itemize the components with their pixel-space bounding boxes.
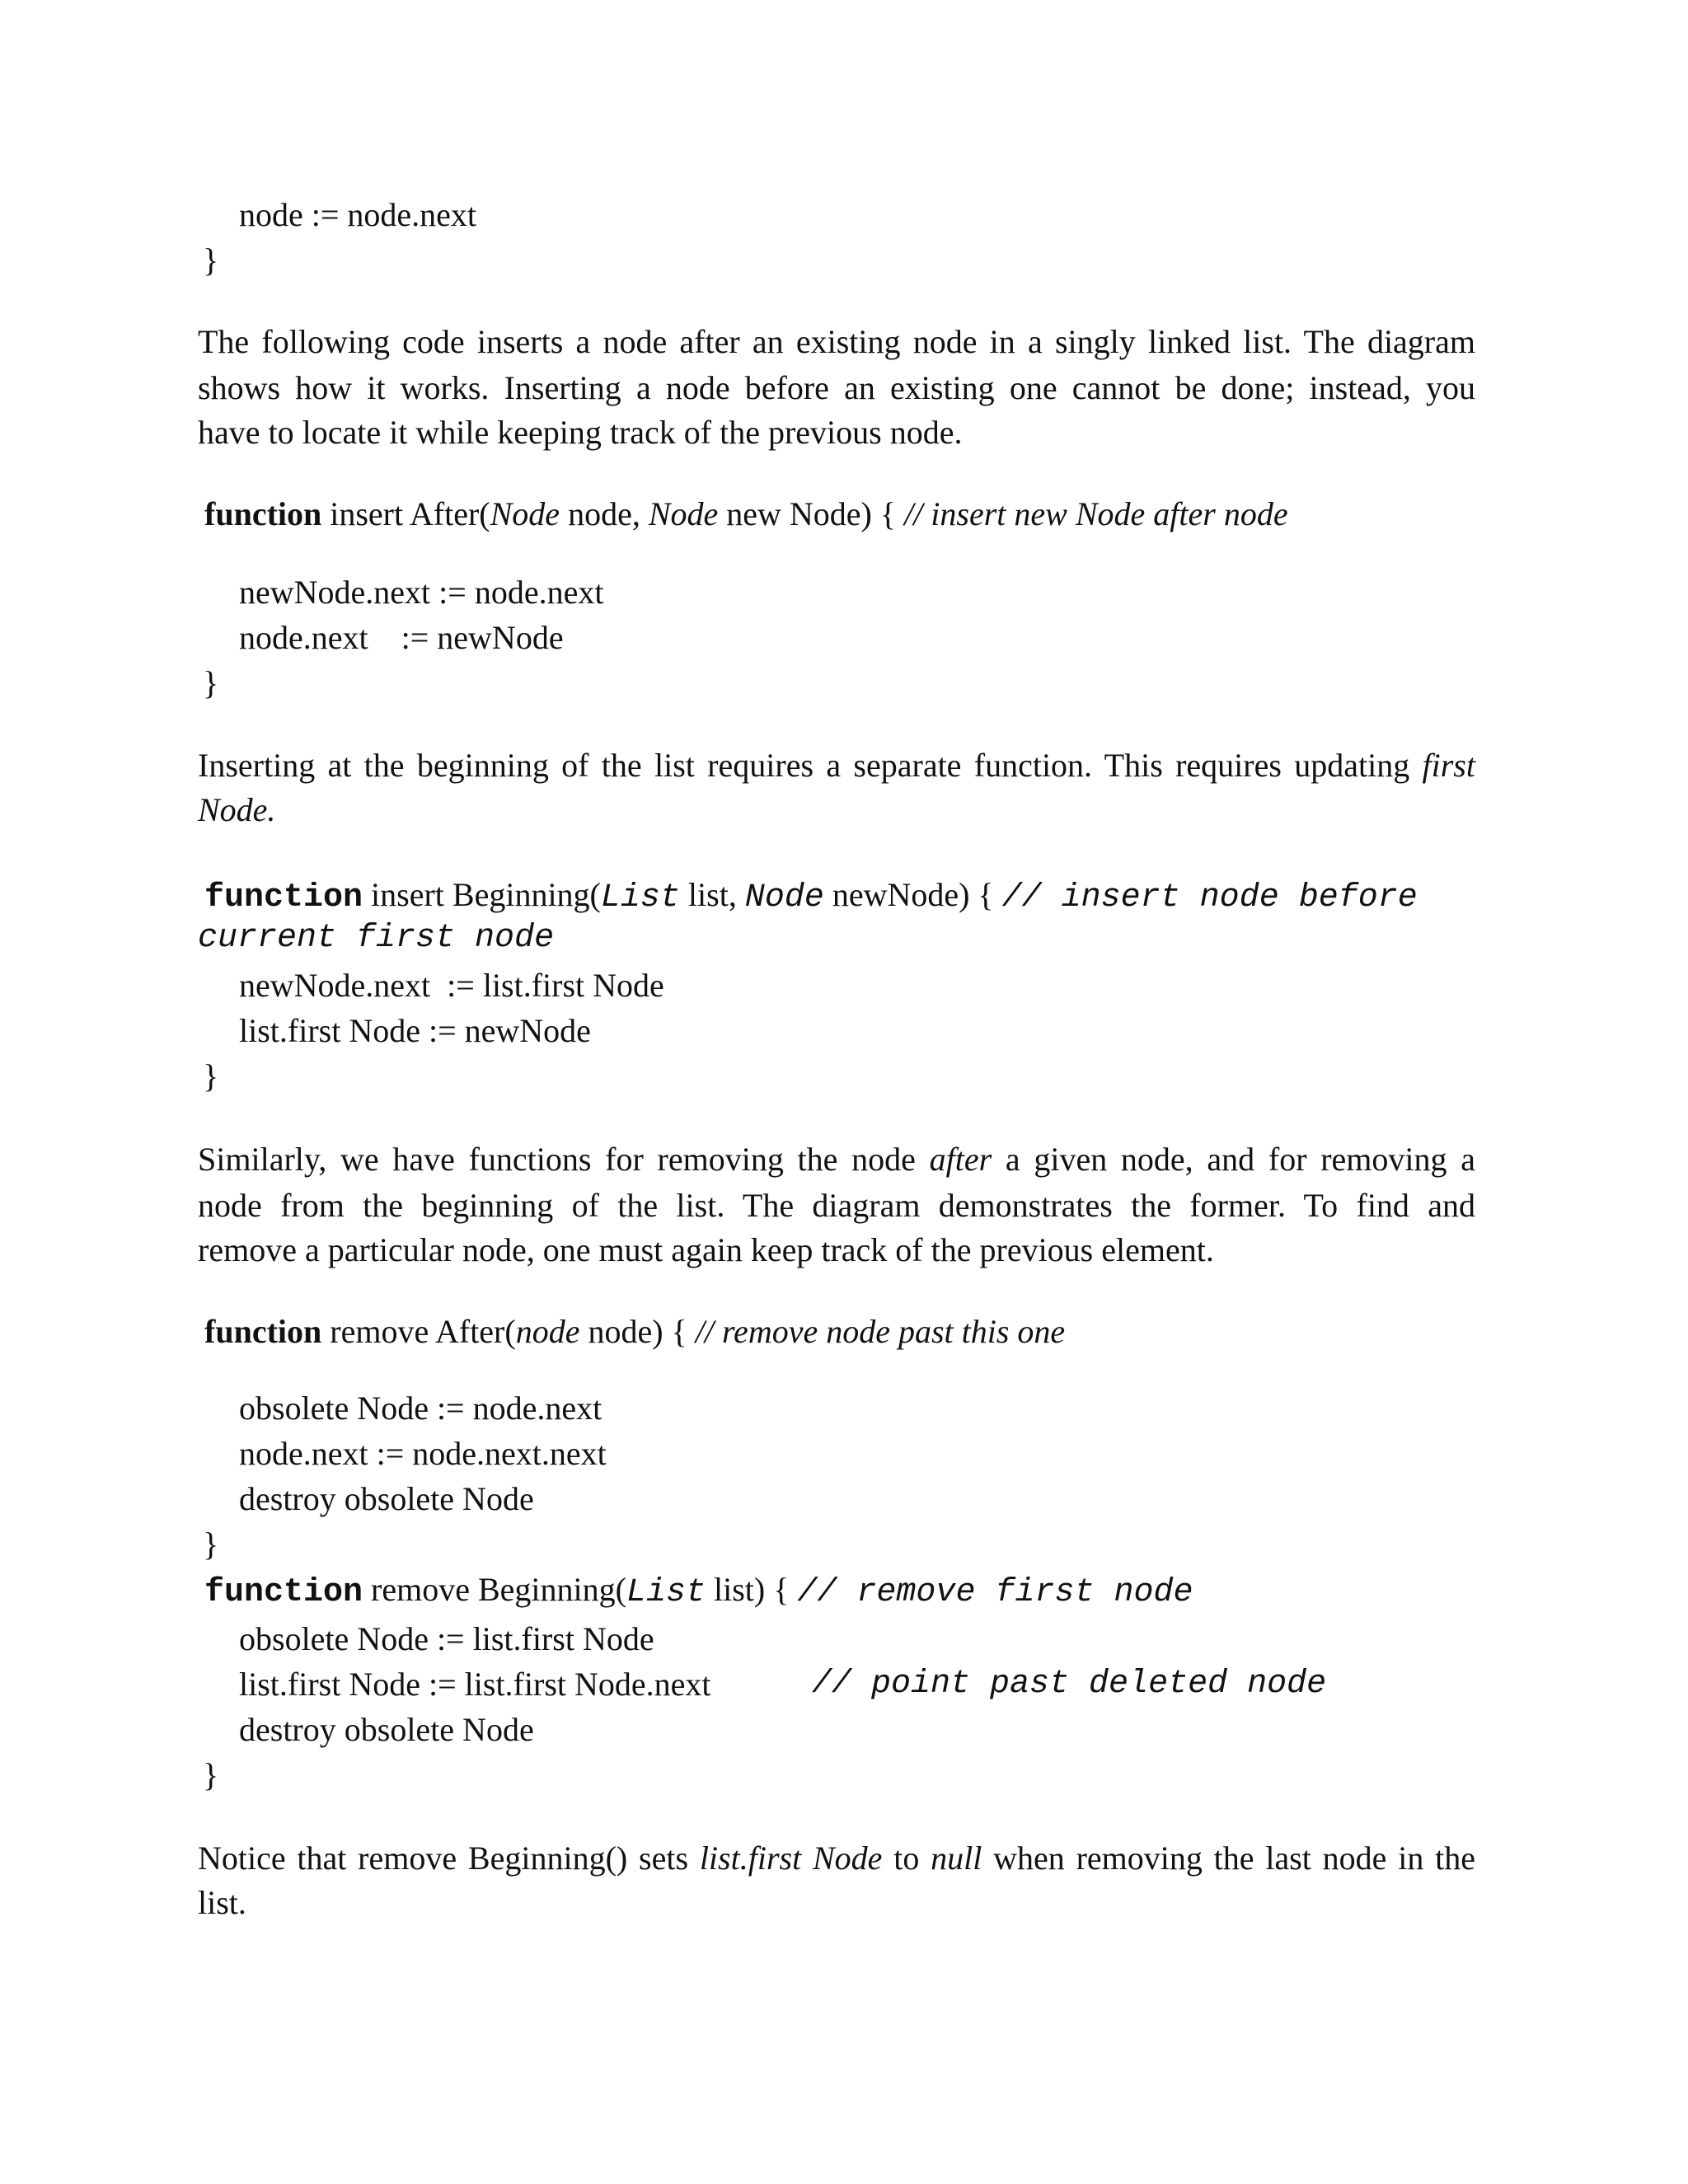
paragraph-emphasis: after [929, 1141, 992, 1178]
code-line: node.next := node.next.next [239, 1435, 607, 1472]
paragraph-text: Inserting at the beginning of the list requires a separate function. This requires updating [198, 747, 1423, 784]
code-line: newNode.next := list.first Node [239, 967, 664, 1004]
code-comment: // remove first node [797, 1574, 1193, 1611]
code-signature-insert-after [204, 493, 1288, 536]
paragraph-remove-intro [198, 1137, 1475, 1272]
code-line: node := node.next [239, 196, 477, 233]
code-function-name: insert Beginning( [363, 876, 601, 913]
code-brace: } [203, 664, 219, 701]
code-comment: // insert new Node after node [904, 495, 1288, 532]
code-line: newNode.next := node.next [239, 574, 604, 611]
code-signature-insert-beginning [204, 874, 1418, 920]
paragraph-emphasis: list.first Node [699, 1840, 883, 1877]
code-type: Node [490, 495, 560, 532]
code-arg: list) { [705, 1571, 798, 1608]
code-type: List [626, 1574, 706, 1611]
paragraph-line: The following code inserts a node after an existing node in a singly linked list. The diagram [198, 323, 1475, 360]
code-comment: // insert node before [1001, 879, 1418, 916]
code-function-name: remove Beginning( [363, 1571, 626, 1608]
code-signature-remove-after [204, 1310, 1065, 1353]
paragraph-line: shows how it works. Inserting a node before an existing one cannot be done; instead, you [198, 369, 1475, 406]
paragraph-emphasis: null [931, 1840, 982, 1877]
code-brace: } [203, 1526, 219, 1563]
code-keyword: function [204, 1574, 363, 1611]
paragraph-text: Notice that remove Beginning() sets [198, 1840, 700, 1877]
code-line: destroy obsolete Node [239, 1480, 534, 1517]
code-comment: // remove node past this one [695, 1313, 1066, 1350]
paragraph-text: to [882, 1840, 931, 1877]
paragraph-insert-after-intro [198, 320, 1475, 455]
code-line: node.next := newNode [239, 619, 564, 656]
code-arg: node, [560, 495, 649, 532]
paragraph-line: Node. [198, 791, 276, 828]
code-signature-remove-beginning [204, 1568, 1193, 1615]
code-type: node [515, 1313, 580, 1350]
code-arg: newNode) { [823, 876, 1002, 913]
code-function-name: insert After( [321, 495, 490, 532]
code-arg: list, [679, 876, 745, 913]
code-type: Node [744, 879, 824, 916]
paragraph-emphasis: first [1422, 747, 1475, 784]
code-brace: } [203, 1756, 219, 1793]
paragraph-line: list. [198, 1884, 246, 1921]
paragraph-text: when removing the last node in the [982, 1840, 1475, 1877]
paragraph-insert-beginning-intro [198, 743, 1475, 832]
code-line: obsolete Node := node.next [239, 1390, 603, 1427]
paragraph-text: a given node, and for removing a [992, 1141, 1475, 1178]
code-comment-continued: current first node [198, 920, 555, 957]
paragraph-line: have to locate it while keeping track of the previous node. [198, 414, 963, 451]
paragraph-line: node from the beginning of the list. The diagram demonstrates the former. To find and [198, 1187, 1475, 1224]
code-type: List [600, 879, 680, 916]
code-line: list.first Node := newNode [239, 1012, 591, 1049]
code-arg: new Node) { [718, 495, 905, 532]
paragraph-line [198, 743, 1475, 788]
code-function-name: remove After( [321, 1313, 516, 1350]
code-keyword: function [204, 495, 322, 532]
paragraph-text: Similarly, we have functions for removing the node [198, 1141, 930, 1178]
paragraph-remove-beginning-note [198, 1836, 1475, 1925]
code-brace: } [203, 1057, 219, 1094]
code-arg: node) { [579, 1313, 696, 1350]
code-comment: // point past deleted node [812, 1666, 1327, 1703]
code-line: list.first Node := list.first Node.next [239, 1666, 711, 1703]
paragraph-line [198, 1137, 1475, 1182]
code-line: obsolete Node := list.first Node [239, 1620, 654, 1657]
paragraph-line: remove a particular node, one must again keep track of the previous element. [198, 1231, 1214, 1268]
code-keyword: function [204, 1313, 322, 1350]
code-brace: } [203, 241, 219, 279]
code-line: destroy obsolete Node [239, 1711, 534, 1748]
code-type: Node [648, 495, 719, 532]
code-keyword: function [204, 879, 363, 916]
paragraph-line [198, 1836, 1475, 1881]
